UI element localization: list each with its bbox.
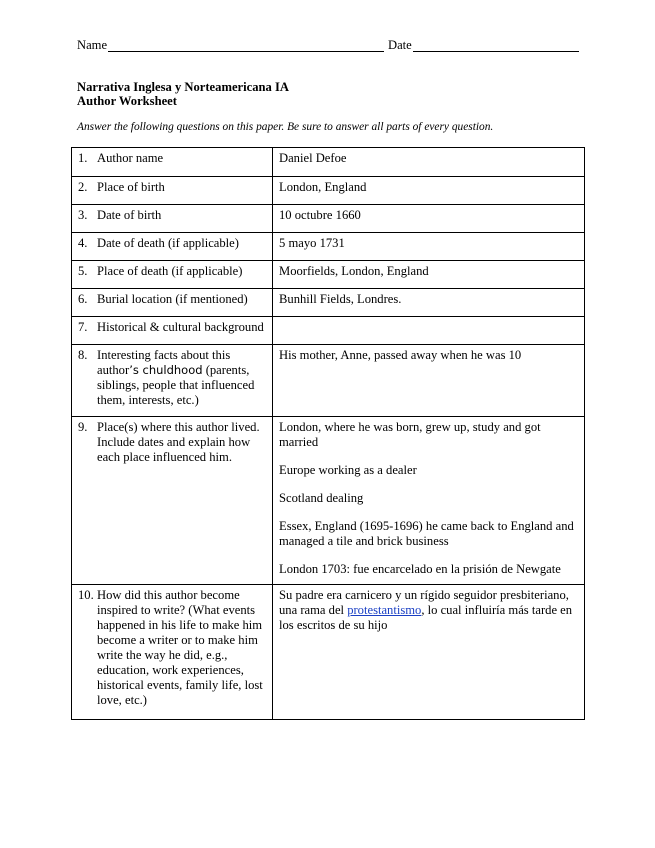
answer-text: Scotland dealing: [279, 491, 364, 505]
question-number: 5.: [78, 264, 88, 278]
question-number: 10.: [78, 588, 94, 602]
answer-cell[interactable]: [273, 289, 585, 317]
question-text: [97, 348, 266, 408]
question-text: How did this author become inspired to write? (What events happened in his life to make him become a writer or to make him write the way he did, e.g., education, work experiences, historical events, family life, lost love, etc.): [97, 588, 263, 707]
table-row: [72, 205, 585, 233]
answer-cell[interactable]: [273, 205, 585, 233]
table-row: [72, 148, 585, 177]
date-label: Date: [388, 38, 412, 52]
author-worksheet-table: [71, 147, 585, 720]
table-row: [72, 317, 585, 345]
table-row: [72, 177, 585, 205]
answer-text: Essex, England (1695-1696) he came back to England and managed a tile and brick business: [279, 519, 574, 548]
question-cell: [72, 148, 273, 177]
answer-cell[interactable]: [273, 177, 585, 205]
question-text: Date of death (if applicable): [97, 236, 239, 250]
answer-cell[interactable]: [273, 148, 585, 177]
question-number: 7.: [78, 320, 88, 334]
worksheet-title: Author Worksheet: [77, 94, 177, 108]
table-row: [72, 233, 585, 261]
question-cell: [72, 205, 273, 233]
question-cell: [72, 177, 273, 205]
answer-text: London, England: [279, 180, 367, 194]
answer-text: Bunhill Fields, Londres.: [279, 292, 402, 306]
answer-text: Moorfields, London, England: [279, 264, 429, 278]
question-text: Place of birth: [97, 180, 165, 194]
question-cell: [72, 417, 273, 585]
answer-text: Europe working as a dealer: [279, 463, 417, 477]
question-number: 2.: [78, 180, 88, 194]
question-number: 8.: [78, 348, 88, 362]
answer-text: His mother, Anne, passed away when he was 10: [279, 348, 522, 362]
question-text-part: (parents, siblings, people that influenced them, interests, etc.): [97, 363, 255, 407]
question-text: Historical & cultural background: [97, 320, 264, 334]
instructions: Answer the following questions on this paper. Be sure to answer all parts of every question.: [77, 121, 494, 133]
question-number: 6.: [78, 292, 88, 306]
answer-text: London 1703: fue encarcelado en la prisión de Newgate: [279, 562, 561, 576]
answer-text: 5 mayo 1731: [279, 236, 345, 250]
answer-cell[interactable]: [273, 345, 585, 417]
answer-cell[interactable]: [273, 585, 585, 720]
table-row: [72, 261, 585, 289]
answer-cell[interactable]: [273, 233, 585, 261]
date-field[interactable]: [413, 51, 579, 52]
question-cell: [72, 233, 273, 261]
name-field[interactable]: [108, 51, 384, 52]
answer-cell[interactable]: [273, 261, 585, 289]
course-heading: [77, 80, 289, 108]
question-cell: [72, 345, 273, 417]
table-row: [72, 289, 585, 317]
answer-text: Daniel Defoe: [279, 151, 347, 165]
question-text: Date of birth: [97, 208, 162, 222]
question-number: 4.: [78, 236, 88, 250]
question-cell: [72, 317, 273, 345]
question-text: Place(s) where this author lived. Include dates and explain how each place influenced him.: [97, 420, 260, 464]
table-row: [72, 345, 585, 417]
question-text-part: Interesting facts about this author: [97, 348, 231, 377]
answer-text: [279, 588, 578, 633]
question-number: 9.: [78, 420, 88, 434]
name-date-line: [77, 38, 582, 56]
question-text-part: ’s chuldhood: [129, 363, 203, 377]
question-text: Burial location (if mentioned): [97, 292, 248, 306]
answer-text: London, where he was born, grew up, study and got married: [279, 420, 541, 449]
protestantismo-link[interactable]: protestantismo: [347, 603, 422, 617]
question-number: 3.: [78, 208, 88, 222]
name-label: Name: [77, 38, 108, 52]
answer-text: 10 octubre 1660: [279, 208, 361, 222]
answer-text-part: Su padre era carnicero y un rígido seguidor presbiteriano, una rama del: [279, 588, 569, 617]
answer-cell[interactable]: [273, 317, 585, 345]
table-row: [72, 585, 585, 720]
question-cell: [72, 261, 273, 289]
question-text: Author name: [97, 151, 164, 165]
question-cell: [72, 289, 273, 317]
course-title: Narrativa Inglesa y Norteamericana IA: [77, 80, 289, 94]
question-number: 1.: [78, 151, 88, 165]
question-cell: [72, 585, 273, 720]
question-text: Place of death (if applicable): [97, 264, 243, 278]
table-row: [72, 417, 585, 585]
answer-text-part: , lo cual influiría más tarde en los escritos de su hijo: [279, 603, 573, 632]
answer-cell[interactable]: [273, 417, 585, 585]
